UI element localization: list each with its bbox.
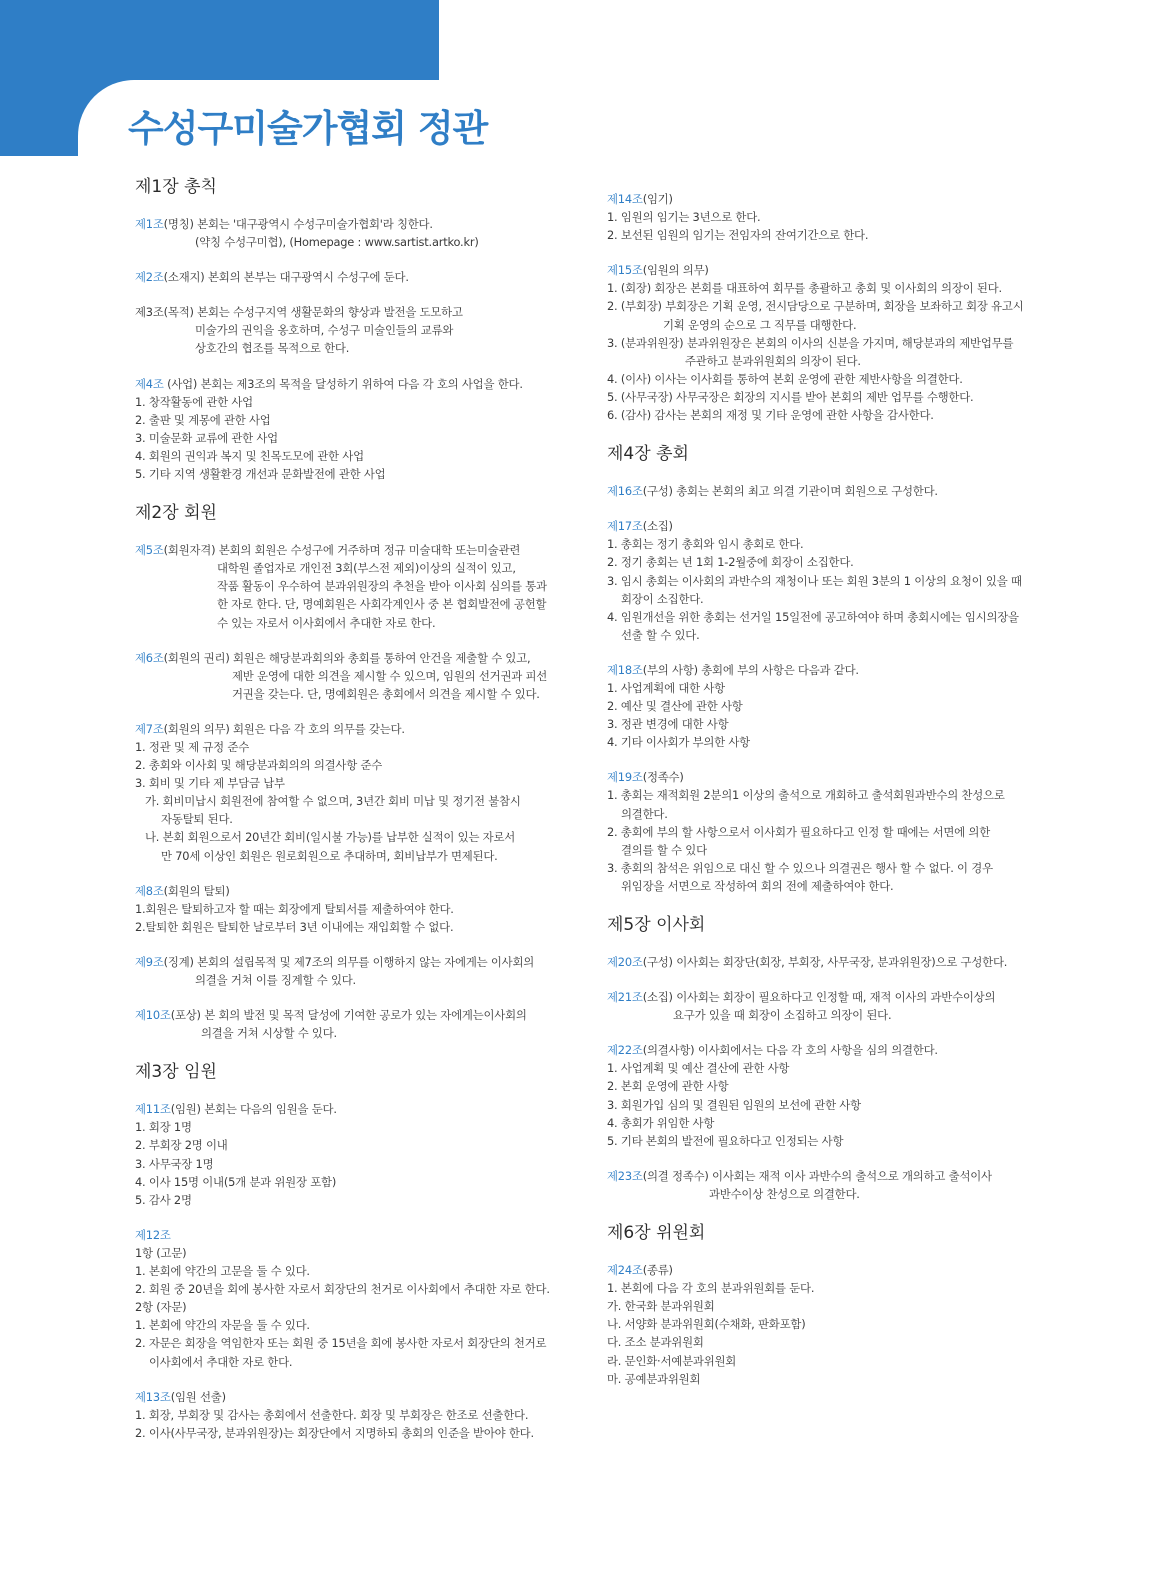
article-text: (사업) 본회는 제3조의 목적을 달성하기 위하여 다음 각 호의 사업을 한다.	[163, 376, 523, 391]
article-text: 4. 임원개선을 위한 총회는 선거일 15일전에 공고하여야 하며 총회시에는 임시의장을	[607, 609, 1019, 624]
article-text: 2. 회원 중 20년을 회에 봉사한 자로서 회장단의 천거로 이사회에서 추대한 자로 한다.	[135, 1282, 550, 1297]
article-text: 1. 사업계획 및 예산 결산에 관한 사항	[607, 1061, 790, 1076]
article-text: 1. 회장 1명	[135, 1120, 192, 1135]
article-text: (구성) 이사회는 회장단(회장, 부회장, 사무국장, 분과위원장)으로 구성한다.	[642, 955, 1008, 969]
article-number: 제11조	[135, 1102, 171, 1117]
article-line	[135, 465, 575, 483]
article-line	[135, 559, 575, 577]
left-column	[135, 174, 575, 1459]
article-line	[135, 1298, 575, 1316]
article-line	[135, 1388, 575, 1406]
article-text: (부의 사항) 총회에 부의 사항은 다음과 같다.	[642, 662, 859, 677]
article-line	[607, 535, 1037, 553]
article-line	[135, 1244, 575, 1262]
article-line	[135, 577, 575, 595]
article-line	[135, 1353, 575, 1371]
article	[135, 303, 575, 357]
article-text: (포상) 본 회의 발전 및 목적 달성에 기여한 공로가 있는 자에게는이사회의	[170, 1008, 527, 1023]
article	[135, 953, 575, 989]
article	[607, 1041, 1037, 1150]
article-text: 2. 자문은 회장을 역임한자 또는 회원 중 15년을 회에 봉사한 자로서 회장단의 천거로	[135, 1336, 547, 1351]
article-text: 3. 회원가입 심의 및 결원된 임원의 보선에 관한 사항	[607, 1097, 861, 1112]
article-line	[135, 233, 575, 251]
article-text: (임기)	[642, 192, 673, 206]
article-line	[607, 1185, 1037, 1203]
article-text: 가. 회비미납시 회원전에 참여할 수 없으며, 3년간 회비 미납 및 정기전 불참시	[145, 794, 521, 809]
article-text: 4. 총회가 위임한 사항	[607, 1115, 715, 1130]
article-line	[135, 215, 575, 233]
article-text: (종류)	[642, 1263, 673, 1278]
article-number: 제17조	[607, 519, 643, 534]
article-number: 제13조	[135, 1389, 171, 1404]
article-line	[607, 1261, 1037, 1279]
article-text: 선출 할 수 있다.	[621, 627, 700, 642]
article-line	[135, 268, 575, 286]
article-number: 제15조	[607, 263, 643, 278]
article-text: 대학원 졸업자로 개인전 3회(부스전 제외)이상의 실적이 있고,	[217, 561, 516, 576]
article-text: 만 70세 이상인 회원은 원로회원으로 추대하며, 회비납부가 면제된다.	[161, 848, 498, 863]
article-number: 제24조	[607, 1263, 643, 1278]
article-line	[135, 429, 575, 447]
article	[135, 720, 575, 865]
article-text: 1. 본회에 약간의 자문을 둘 수 있다.	[135, 1318, 310, 1333]
article-number: 제6조	[135, 650, 164, 665]
article-text: 5. 감사 2명	[135, 1192, 192, 1207]
article-line	[607, 733, 1037, 751]
article-line	[135, 393, 575, 411]
article-number: 제18조	[607, 662, 643, 677]
article-text: 요구가 있을 때 회장이 소집하고 의장이 된다.	[673, 1008, 892, 1023]
article-line	[135, 1262, 575, 1280]
article-text: 제반 운영에 대한 의견을 제시할 수 있으며, 임원의 선거권과 피선	[232, 668, 548, 683]
article	[135, 375, 575, 484]
article-line	[607, 517, 1037, 535]
article-line	[135, 1334, 575, 1352]
article-line	[135, 756, 575, 774]
article-line	[607, 190, 1037, 208]
article-line	[135, 1424, 575, 1442]
article-text: 미술가의 권익을 옹호하며, 수성구 미술인들의 교류와	[195, 323, 454, 338]
article-text: 라. 문인화·서예분과위원회	[607, 1353, 737, 1368]
article-text: (회원자격) 본회의 회원은 수성구에 거주하며 정규 미술대학 또는미술관련	[163, 543, 521, 558]
article-text: 나. 본회 회원으로서 20년간 회비(일시불 가능)를 납부한 실적이 있는 자로서	[145, 830, 516, 845]
article-text: (소집)	[642, 519, 673, 534]
chapter-heading: 제5장 이사회	[607, 915, 706, 935]
article-line	[135, 953, 575, 971]
article-line	[135, 1118, 575, 1136]
article-line	[135, 774, 575, 792]
article-text: 2. 본회 운영에 관한 사항	[607, 1079, 729, 1094]
article-text: 4. 회원의 권익과 복지 및 친목도모에 관한 사업	[135, 448, 364, 463]
article-text: 자동탈퇴 된다.	[161, 812, 233, 827]
article-line	[135, 1024, 575, 1042]
article	[135, 1388, 575, 1442]
article-line	[607, 1096, 1037, 1114]
article-text: 이사회에서 추대한 자로 한다.	[149, 1354, 293, 1369]
article-text: 1. (회장) 회장은 본회를 대표하여 회무를 총괄하고 총회 및 이사회의 의장이 된다.	[607, 281, 1002, 296]
article-text: 다. 조소 분과위원회	[607, 1335, 704, 1350]
article-text: 1. 회장, 부회장 및 감사는 총회에서 선출한다. 회장 및 부회장은 한조로 선출한다.	[135, 1407, 529, 1422]
article	[607, 1167, 1037, 1203]
article	[607, 190, 1037, 244]
article-text: 2. 예산 및 결산에 관한 사항	[607, 699, 743, 714]
article	[607, 661, 1037, 751]
article-line	[607, 334, 1037, 352]
article-number: 제20조	[607, 955, 643, 969]
article-line	[135, 541, 575, 559]
article-line	[135, 667, 575, 685]
article-line	[135, 828, 575, 846]
article-line	[607, 208, 1037, 226]
article-text: 2. 보선된 임원의 임기는 전임자의 잔여기간으로 한다.	[607, 228, 869, 243]
article-line	[607, 406, 1037, 424]
article-text: (약칭 수성구미협), (Homepage : www.sartist.artko.kr)	[195, 235, 479, 250]
article-line	[607, 1333, 1037, 1351]
article-text: 4. (이사) 이사는 이사회를 통하여 본회 운영에 관한 제반사항을 의결한다.	[607, 371, 963, 386]
article-line	[607, 661, 1037, 679]
article-text: 2항 (자문)	[135, 1300, 187, 1315]
page-title: 수성구미술가협회 정관	[128, 107, 488, 150]
article-line	[135, 900, 575, 918]
article-text: 2. 이사(사무국장, 분과위원장)는 회장단에서 지명하되 총회의 인준을 받아야 한다.	[135, 1425, 534, 1440]
article-text: 3. (분과위원장) 분과위원장은 본회의 이사의 신분을 가지며, 해당분과의 제반업무를	[607, 335, 1014, 350]
article-line	[607, 715, 1037, 733]
article-line	[135, 595, 575, 613]
article-line	[607, 1059, 1037, 1077]
article-line	[607, 877, 1037, 895]
article-line	[607, 841, 1037, 859]
article-text: 3. 정관 변경에 대한 사항	[607, 717, 729, 732]
article-text: (임원의 의무)	[642, 263, 709, 278]
article-text: 1. 정관 및 제 규정 준수	[135, 739, 249, 754]
article-line	[135, 339, 575, 357]
article-line	[135, 411, 575, 429]
article-text: 6. (감사) 감사는 본회의 재정 및 기타 운영에 관한 사항을 감사한다.	[607, 408, 934, 423]
article-line	[135, 1155, 575, 1173]
article-text: (의결 정족수) 이사회는 재적 이사 과반수의 출석으로 개의하고 출석이사	[642, 1168, 992, 1183]
article	[135, 882, 575, 936]
article-text: 거권을 갖는다. 단, 명예회원은 총회에서 의견을 제시할 수 있다.	[232, 686, 540, 701]
article-line	[607, 352, 1037, 370]
article-line	[607, 279, 1037, 297]
article-text: 기획 운영의 순으로 그 직무를 대행한다.	[663, 317, 857, 332]
article-text: 수 있는 자로서 이사회에서 추대한 자로 한다.	[217, 615, 436, 630]
article-text: 1. 본회에 약간의 고문을 둘 수 있다.	[135, 1264, 310, 1279]
article-line	[607, 626, 1037, 644]
article-line	[135, 720, 575, 738]
article-line	[607, 1114, 1037, 1132]
article-line	[607, 988, 1037, 1006]
article-number: 제2조	[135, 270, 164, 285]
article-line	[607, 1315, 1037, 1333]
article-number: 제12조	[135, 1227, 171, 1242]
article-text: (징계) 본회의 설립목적 및 제7조의 의무를 이행하지 않는 자에게는 이사회의	[163, 954, 535, 969]
article-text: 2.탈퇴한 회원은 탈퇴한 날로부터 3년 이내에는 재입회할 수 없다.	[135, 919, 454, 934]
article-line	[135, 738, 575, 756]
article	[607, 988, 1037, 1024]
article-line	[607, 823, 1037, 841]
article-line	[607, 388, 1037, 406]
article-text: (회원의 권리) 회원은 해당분과회의와 총회를 통하여 안건을 제출할 수 있고,	[163, 650, 531, 665]
article-line	[607, 261, 1037, 279]
article-text: (의결사항) 이사회에서는 다음 각 호의 사항을 심의 의결한다.	[642, 1043, 938, 1058]
article-text: 2. 부회장 2명 이내	[135, 1138, 228, 1153]
article-number: 제21조	[607, 990, 643, 1005]
article-line	[607, 1352, 1037, 1370]
article-line	[607, 553, 1037, 571]
article-number: 제4조	[135, 376, 164, 391]
article	[607, 953, 1037, 971]
article-line	[607, 1370, 1037, 1388]
article-line	[135, 847, 575, 865]
article-number: 제22조	[607, 1043, 643, 1058]
article-text: 위임장을 서면으로 작성하여 회의 전에 제출하여야 한다.	[621, 878, 894, 893]
article-text: 의결한다.	[621, 806, 668, 821]
article-line	[607, 697, 1037, 715]
article-text: (명칭) 본회는 '대구광역시 수성구미술가협회'라 칭한다.	[163, 217, 433, 231]
article-text: (소재지) 본회의 본부는 대구광역시 수성구에 둔다.	[163, 270, 409, 285]
article	[607, 482, 1037, 500]
article-text: 과반수이상 찬성으로 의결한다.	[709, 1186, 860, 1201]
article-text: (구성) 총회는 본회의 최고 의결 기관이며 회원으로 구성한다.	[642, 484, 938, 499]
article-line	[607, 226, 1037, 244]
article-number: 제23조	[607, 1168, 643, 1183]
article-text: 1. 본회에 다음 각 호의 분과위원회를 둔다.	[607, 1281, 815, 1296]
article-text: 2. 총회와 이사회 및 해당분과회의의 의결사항 준수	[135, 758, 383, 773]
article-number: 제9조	[135, 954, 164, 969]
article-line	[135, 649, 575, 667]
article-line	[607, 1077, 1037, 1095]
article-line	[135, 447, 575, 465]
chapter-heading: 제6장 위원회	[607, 1223, 706, 1244]
article-text: 5. 기타 본회의 발전에 필요하다고 인정되는 사항	[607, 1133, 844, 1148]
article-text: 2. 출판 및 계몽에 관한 사업	[135, 412, 271, 427]
article-line	[607, 1297, 1037, 1315]
article-number: 제19조	[607, 770, 643, 785]
article-text: 5. (사무국장) 사무국장은 회장의 지시를 받아 본회의 제반 업무를 수행한다.	[607, 389, 974, 404]
article-text: 3. 미술문화 교류에 관한 사업	[135, 430, 278, 445]
article-text: 의결을 거쳐 시상할 수 있다.	[201, 1026, 337, 1041]
article	[135, 1226, 575, 1371]
article-text: 3. 총회의 참석은 위임으로 대신 할 수 있으나 의결권은 행사 할 수 없다. 이 경우	[607, 860, 993, 875]
article-text: (회원의 탈퇴)	[163, 883, 230, 898]
article-line	[607, 1167, 1037, 1185]
article-line	[135, 918, 575, 936]
article-text: 제3조(목적) 본회는 수성구지역 생활문화의 향상과 발전을 도모하고	[135, 305, 463, 320]
article-text: (정족수)	[642, 770, 684, 785]
article	[607, 1261, 1037, 1388]
article-line	[135, 303, 575, 321]
article	[607, 261, 1037, 424]
article-text: 5. 기타 지역 생활환경 개선과 문화발전에 관한 사업	[135, 467, 386, 482]
article-number: 제8조	[135, 883, 164, 898]
article-text: 회장이 소집한다.	[621, 591, 704, 606]
article-text: (임원 선출)	[170, 1389, 226, 1404]
article-text: 2. 총회에 부의 할 사항으로서 이사회가 필요하다고 인정 할 때에는 서면에 의한	[607, 824, 991, 839]
article-number: 제10조	[135, 1008, 171, 1023]
chapter-heading: 제3장 임원	[135, 1062, 217, 1083]
article-text: 3. 회비 및 기타 제 부담금 납부	[135, 776, 285, 791]
article-line	[607, 590, 1037, 608]
article-text: 1. 총회는 정기 총회와 임시 총회로 한다.	[607, 537, 804, 552]
article-text: 1. 총회는 재적회원 2분의1 이상의 출석으로 개회하고 출석회원과반수의 찬성으로	[607, 788, 1005, 803]
article-line	[135, 1406, 575, 1424]
article-line	[135, 614, 575, 632]
article-line	[135, 685, 575, 703]
article-text: 1항 (고문)	[135, 1245, 187, 1260]
article-line	[607, 768, 1037, 786]
article-line	[607, 1006, 1037, 1024]
article-text: 3. 사무국장 1명	[135, 1156, 214, 1171]
article-line	[135, 321, 575, 339]
article-line	[135, 810, 575, 828]
article-line	[607, 572, 1037, 590]
article-number: 제7조	[135, 721, 164, 736]
article-line	[135, 375, 575, 393]
article-line	[607, 1279, 1037, 1297]
article-text: 가. 한국화 분과위원회	[607, 1299, 715, 1314]
chapter-heading: 제4장 총회	[607, 444, 689, 465]
article	[607, 768, 1037, 895]
article-line	[135, 1191, 575, 1209]
article	[135, 649, 575, 703]
article-line	[607, 482, 1037, 500]
chapter-heading: 제2장 회원	[135, 503, 217, 524]
article-text: 의결을 거쳐 이를 징계할 수 있다.	[195, 973, 356, 987]
article-text: 1. 사업계획에 대한 사항	[607, 680, 725, 695]
article-line	[135, 1316, 575, 1334]
article-text: 마. 공예분과위원회	[607, 1371, 701, 1386]
article-text: 나. 서양화 분과위원회(수채화, 판화포함)	[607, 1317, 806, 1332]
article-text: 3. 임시 총회는 이사회의 과반수의 재청이나 또는 회원 3분의 1 이상의 요청이 있을 때	[607, 573, 1022, 588]
article-line	[135, 971, 575, 989]
article-line	[135, 1100, 575, 1118]
article-text: 4. 기타 이사회가 부의한 사항	[607, 735, 750, 750]
article	[135, 215, 575, 251]
article-text: (소집) 이사회는 회장이 필요하다고 인정할 때, 재적 이사의 과반수이상의	[642, 990, 996, 1005]
article-number: 제1조	[135, 217, 164, 231]
right-column	[607, 190, 1037, 1405]
article-text: (임원) 본회는 다음의 임원을 둔다.	[170, 1102, 337, 1117]
article	[607, 517, 1037, 644]
article-text: 주관하고 분과위원회의 의장이 된다.	[685, 353, 861, 368]
article-number: 제5조	[135, 543, 164, 558]
article-number: 제14조	[607, 192, 643, 206]
article-line	[607, 859, 1037, 877]
chapter-heading: 제1장 총칙	[135, 177, 217, 197]
article-line	[607, 679, 1037, 697]
article	[135, 268, 575, 286]
article-text: 2. (부회장) 부회장은 기획 운영, 전시담당으로 구분하며, 회장을 보좌하고 회장 유고시	[607, 299, 1024, 314]
article-line	[607, 953, 1037, 971]
article-line	[135, 882, 575, 900]
article-text: 한 자로 한다. 단, 명예회원은 사회각계인사 중 본 협회발전에 공헌할	[217, 597, 547, 612]
article-line	[607, 316, 1037, 334]
article-line	[135, 1173, 575, 1191]
article-line	[135, 1226, 575, 1244]
article-text: 결의를 할 수 있다	[621, 842, 707, 857]
article-line	[607, 608, 1037, 626]
article-text: 작품 활동이 우수하여 분과위원장의 추천을 받아 이사회 심의를 통과	[217, 579, 547, 594]
article-line	[135, 1136, 575, 1154]
article-text: 상호간의 협조를 목적으로 한다.	[195, 341, 350, 356]
article-text: 1.회원은 탈퇴하고자 할 때는 회장에게 탈퇴서를 제출하여야 한다.	[135, 901, 454, 916]
article-text: 2. 정기 총회는 년 1회 1-2월중에 회장이 소집한다.	[607, 555, 854, 570]
article-text: 1. 창작활동에 관한 사업	[135, 394, 253, 409]
article-text: (회원의 의무) 회원은 다음 각 호의 의무를 갖는다.	[163, 721, 405, 736]
article-line	[135, 1280, 575, 1298]
article	[135, 541, 575, 631]
article-text: 1. 임원의 임기는 3년으로 한다.	[607, 210, 761, 225]
article	[135, 1006, 575, 1042]
article-line	[135, 1006, 575, 1024]
article-line	[607, 297, 1037, 315]
article-line	[607, 786, 1037, 804]
article-line	[607, 1132, 1037, 1150]
article-line	[135, 792, 575, 810]
article-number: 제16조	[607, 484, 643, 499]
article-line	[607, 370, 1037, 388]
article-line	[607, 805, 1037, 823]
article-text: 4. 이사 15명 이내(5개 분과 위원장 포함)	[135, 1174, 337, 1189]
article	[135, 1100, 575, 1209]
article-line	[607, 1041, 1037, 1059]
